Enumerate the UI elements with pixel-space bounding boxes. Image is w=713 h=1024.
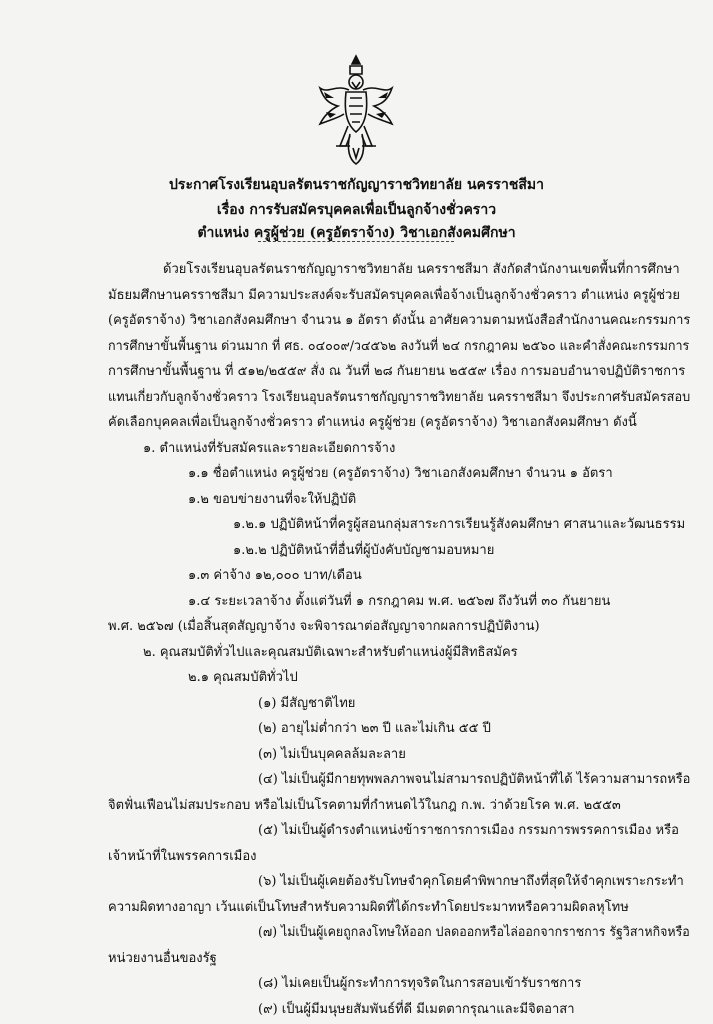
list-item: เจ้าหน้าที่ในพรรคการเมือง (108, 849, 257, 864)
intro-line: แทนเกี่ยวกับลูกจ้างชั่วคราว โรงเรียนอุบลรัตนราชกัญญาราชวิทยาลัย นครราชสีมา จึงประกาศรับสมัครสอบ (108, 390, 691, 405)
intro-line: คัดเลือกบุคคลเพื่อเป็นลูกจ้างชั่วคราว ตำแหน่ง ครูผู้ช่วย (ครูอัตราจ้าง) วิชาเอกสังคมศึกษา ดังนี้ (108, 415, 637, 430)
list-item: ๑.๔ ระยะเวลาจ้าง ตั้งแต่วันที่ ๑ กรกฎาคม พ.ศ. ๒๕๖๗ ถึงวันที่ ๓๐ กันยายน (188, 594, 611, 609)
garuda-emblem-icon (316, 54, 396, 166)
intro-line: การศึกษาขั้นพื้นฐาน ด่วนมาก ที่ ศธ. ๐๔๐๐๙/ว๔๕๖๒ ลงวันที่ ๒๔ กรกฎาคม ๒๕๖๐ และคำสั่งคณะกรรมการ (108, 339, 690, 354)
list-item: ๑.๒.๒ ปฏิบัติหน้าที่อื่นที่ผู้บังคับบัญชามอบหมาย (233, 543, 495, 558)
list-item: (๙) เป็นผู้มีมนุษยสัมพันธ์ที่ดี มีเมตตากรุณาและมีจิตอาสา (258, 1002, 575, 1017)
announcement-title: ประกาศโรงเรียนอุบลรัตนราชกัญญาราชวิทยาลัย นครราชสีมา (169, 177, 544, 193)
announcement-subject: เรื่อง การรับสมัครบุคคลเพื่อเป็นลูกจ้างชั่วคราว (216, 202, 497, 218)
list-item: ๑.๓ ค่าจ้าง ๑๒,๐๐๐ บาท/เดือน (188, 568, 362, 583)
list-item: หน่วยงานอื่นของรัฐ (108, 951, 217, 966)
intro-line: มัธยมศึกษานครราชสีมา มีความประสงค์จะรับสมัครบุคคลเพื่อจ้างเป็นลูกจ้างชั่วคราว ตำแหน่ง ครูผู้ช่วย (108, 288, 680, 303)
list-item: ๑.๒ ขอบข่ายงานที่จะให้ปฏิบัติ (188, 492, 357, 507)
list-item: ๑.๒.๑ ปฏิบัติหน้าที่ครูผู้สอนกลุ่มสาระการเรียนรู้สังคมศึกษา ศาสนาและวัฒนธรรม (233, 517, 686, 532)
list-item: พ.ศ. ๒๕๖๗ (เมื่อสิ้นสุดสัญญาจ้าง จะพิจารณาต่อสัญญาจากผลการปฏิบัติงาน) (108, 619, 540, 634)
section-heading: ๒. คุณสมบัติทั่วไปและคุณสมบัติเฉพาะสำหรับตำแหน่งผู้มีสิทธิสมัคร (143, 645, 518, 660)
position-title: ตำแหน่ง ครูผู้ช่วย (ครูอัตราจ้าง) วิชาเอกสังคมศึกษา (197, 225, 516, 241)
list-item: (๓) ไม่เป็นบุคคลล้มละลาย (258, 747, 406, 762)
list-item: (๗) ไม่เป็นผู้เคยถูกลงโทษให้ออก ปลดออกหรือไล่ออกจากราชการ รัฐวิสาหกิจหรือ (258, 925, 690, 940)
list-item: ๒.๑ คุณสมบัติทั่วไป (188, 670, 298, 685)
list-item: (๔) ไม่เป็นผู้มีกายทุพพลภาพจนไม่สามารถปฏิบัติหน้าที่ได้ ไร้ความสามารถหรือ (258, 772, 691, 787)
intro-line: ด้วยโรงเรียนอุบลรัตนราชกัญญาราชวิทยาลัย นครราชสีมา สังกัดสำนักงานเขตพื้นที่การศึกษา (163, 262, 680, 277)
list-item: จิตฟั่นเฟือนไม่สมประกอบ หรือไม่เป็นโรคตามที่กำหนดไว้ในกฎ ก.พ. ว่าด้วยโรค พ.ศ. ๒๕๕๓ (108, 798, 621, 813)
section-heading: ๑. ตำแหน่งที่รับสมัครและรายละเอียดการจ้าง (143, 441, 396, 456)
header-divider (258, 241, 454, 242)
list-item: ความผิดทางอาญา เว้นแต่เป็นโทษสำหรับความผิดที่ได้กระทำโดยประมาทหรือความผิดลหุโทษ (108, 900, 629, 915)
list-item: (๕) ไม่เป็นผู้ดำรงตำแหน่งข้าราชการการเมือง กรรมการพรรคการเมือง หรือ (258, 823, 679, 838)
intro-line: การศึกษาขั้นพื้นฐาน ที่ ๕๑๒/๒๕๕๙ สั่ง ณ วันที่ ๒๘ กันยายน ๒๕๕๙ เรื่อง การมอบอำนาจปฏิบัติราชการ (108, 364, 686, 379)
list-item: (๘) ไม่เคยเป็นผู้กระทำการทุจริตในการสอบเข้ารับราชการ (258, 976, 582, 991)
list-item: (๖) ไม่เป็นผู้เคยต้องรับโทษจำคุกโดยคำพิพากษาถึงที่สุดให้จำคุกเพราะกระทำ (258, 874, 684, 889)
list-item: ๑.๑ ชื่อตำแหน่ง ครูผู้ช่วย (ครูอัตราจ้าง) วิชาเอกสังคมศึกษา จำนวน ๑ อัตรา (188, 466, 613, 481)
list-item: (๑) มีสัญชาติไทย (258, 696, 356, 711)
list-item: (๒) อายุไม่ต่ำกว่า ๒๓ ปี และไม่เกิน ๕๕ ปี (258, 721, 491, 736)
intro-line: (ครูอัตราจ้าง) วิชาเอกสังคมศึกษา จำนวน ๑ อัตรา ดังนั้น อาศัยความตามหนังสือสำนักงานคณะกรรมการ (108, 313, 691, 328)
